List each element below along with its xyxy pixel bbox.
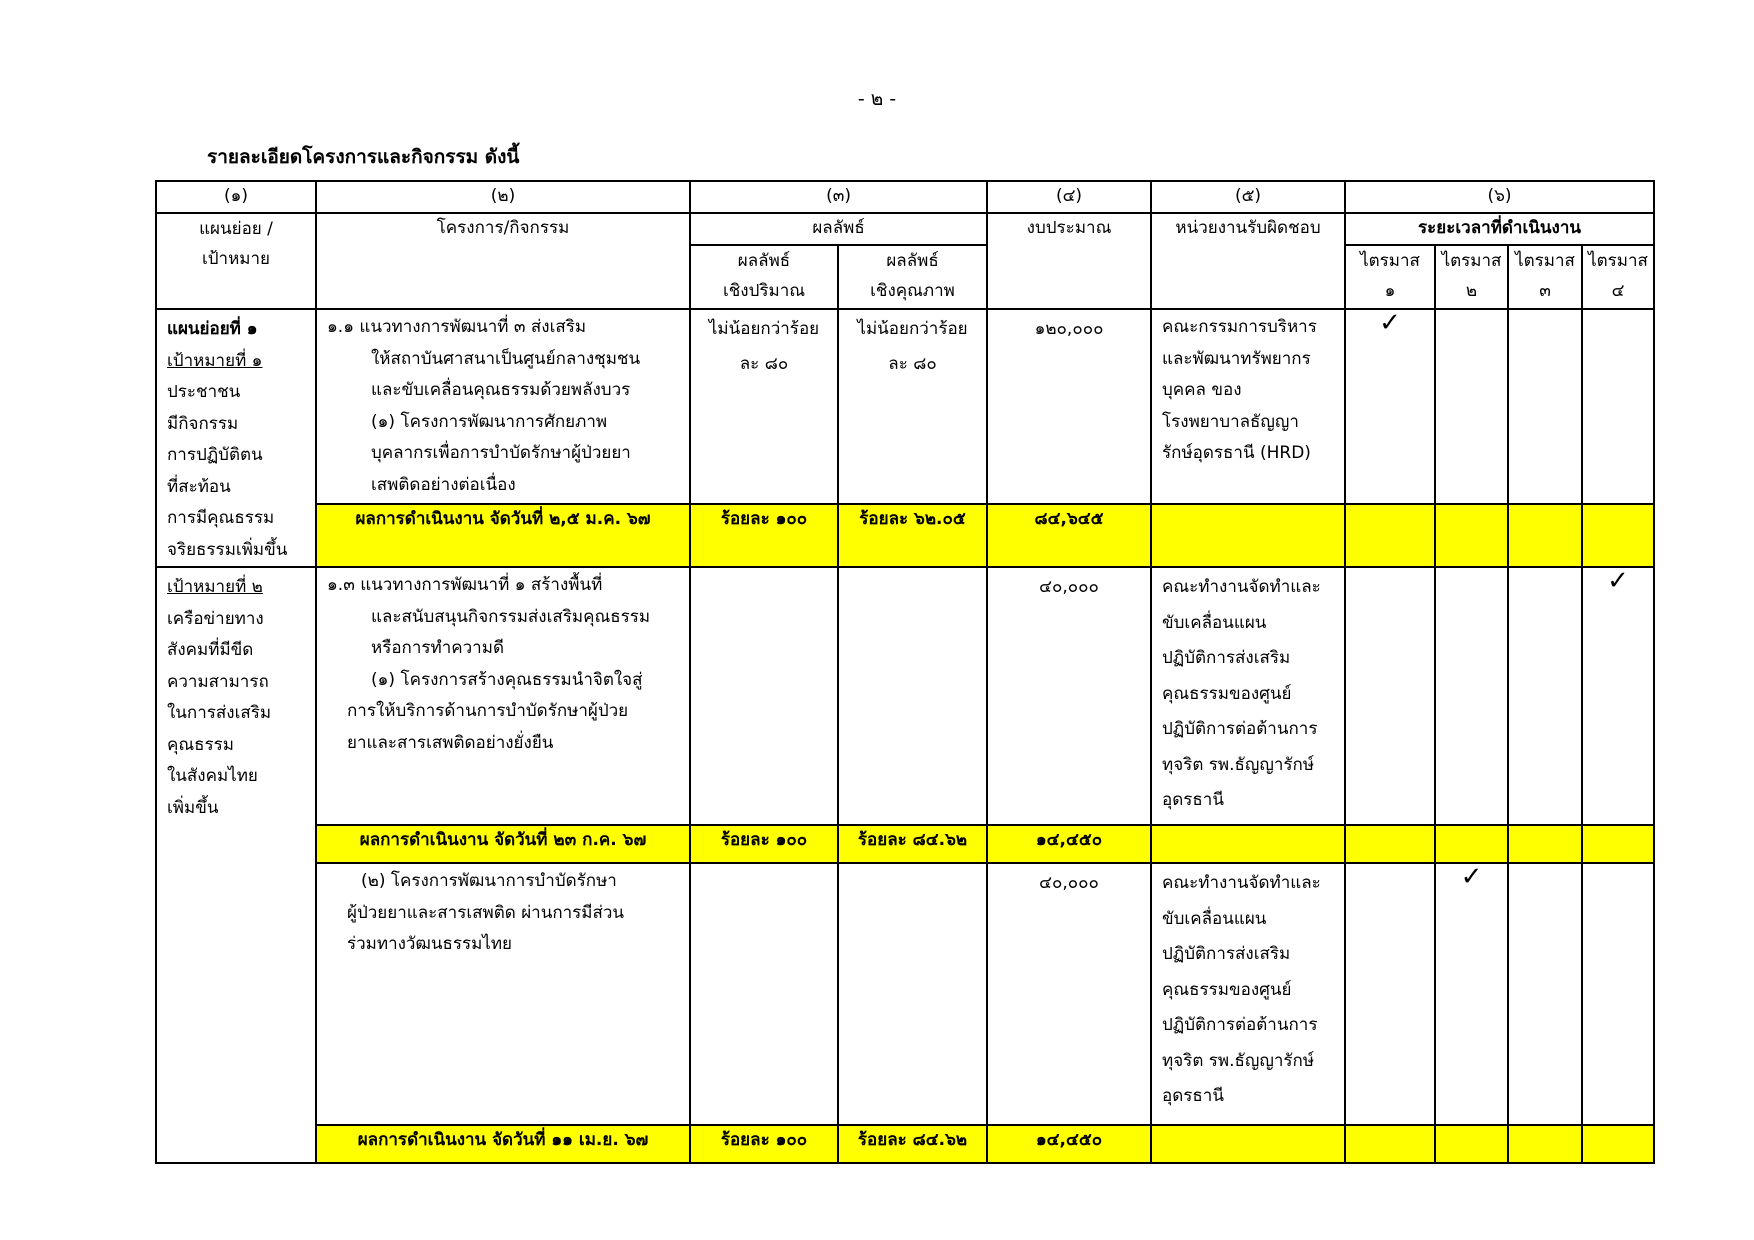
result-3-quality: ร้อยละ ๘๔.๖๒ <box>838 1125 987 1163</box>
result-2-q4 <box>1582 825 1654 863</box>
project-1-q3-cell <box>1508 309 1582 504</box>
project-2-quantity <box>690 567 838 825</box>
table-row <box>156 567 1654 825</box>
project-3-quantity <box>690 863 838 1125</box>
table-row <box>156 863 1654 1125</box>
project-2-budget: ๔๐,๐๐๐ <box>987 567 1151 825</box>
result-3-q4 <box>1582 1125 1654 1163</box>
col-number-6: (๖) <box>1345 181 1654 213</box>
target-2-label: เป้าหมายที่ ๒ <box>167 577 263 597</box>
result-3-q2 <box>1435 1125 1508 1163</box>
result-3-quantity: ร้อยละ ๑๐๐ <box>690 1125 838 1163</box>
page-number: - ๒ - <box>857 88 897 110</box>
result-1-label: ผลการดำเนินงาน จัดวันที่ ๒,๕ ม.ค. ๖๗ <box>316 504 690 567</box>
result-1-quality: ร้อยละ ๖๒.๐๕ <box>838 504 987 567</box>
project-2-q3-cell <box>1508 567 1582 825</box>
col-number-1: (๑) <box>156 181 316 213</box>
result-1-q4 <box>1582 504 1654 567</box>
project-2-q4-cell <box>1582 567 1654 825</box>
result-1-q1 <box>1345 504 1435 567</box>
budget-header: งบประมาณ <box>987 213 1151 309</box>
result-1-q3 <box>1508 504 1582 567</box>
col-number-5: (๕) <box>1151 181 1345 213</box>
result-2-unit <box>1151 825 1345 863</box>
project-3-quality <box>838 863 987 1125</box>
project-3-budget: ๔๐,๐๐๐ <box>987 863 1151 1125</box>
project-2-q2-cell <box>1435 567 1508 825</box>
project-1-activity: ๑.๑ แนวทางการพัฒนาที่ ๓ ส่งเสริม ให้สถาบันศาสนาเป็นศูนย์กลางชุมชน และขับเคลื่อนคุณธรรมด้วยพลังบวร (๑) โครงการพัฒนาการศักยภาพ บุคลากรเพื่อการบำบัดรักษาผู้ป่วยยา เสพติดอย่างต่อเนื่อง <box>316 309 690 504</box>
column-number-row <box>156 181 1654 213</box>
project-3-q4-cell <box>1582 863 1654 1125</box>
result-3-q3 <box>1508 1125 1582 1163</box>
result-3-q1 <box>1345 1125 1435 1163</box>
quarter-2-header: ไตรมาส ๒ <box>1435 245 1508 309</box>
result-row-1 <box>156 504 1654 567</box>
result-2-budget: ๑๔,๔๕๐ <box>987 825 1151 863</box>
outcome-quality-header: ผลลัพธ์ เชิงคุณภาพ <box>838 245 987 309</box>
result-1-budget: ๘๔,๖๔๕ <box>987 504 1151 567</box>
result-1-quantity: ร้อยละ ๑๐๐ <box>690 504 838 567</box>
result-2-q3 <box>1508 825 1582 863</box>
responsible-unit-header: หน่วยงานรับผิดชอบ <box>1151 213 1345 309</box>
subplan-1-title: แผนย่อยที่ ๑ <box>167 319 258 339</box>
result-2-quality: ร้อยละ ๘๔.๖๒ <box>838 825 987 863</box>
project-1-budget: ๑๒๐,๐๐๐ <box>987 309 1151 504</box>
project-2-responsible-unit: คณะทำงานจัดทำและ ขับเคลื่อนแผน ปฏิบัติการส่งเสริม คุณธรรมของศูนย์ ปฏิบัติการต่อต้านการ ทุจริต รพ.ธัญญารักษ์ อุดรธานี <box>1151 567 1345 825</box>
period-header: ระยะเวลาที่ดำเนินงาน <box>1345 213 1654 245</box>
project-3-activity: (๒) โครงการพัฒนาการบำบัดรักษา ผู้ป่วยยาและสารเสพติด ผ่านการมีส่วน ร่วมทางวัฒนธรรมไทย <box>316 863 690 1125</box>
subplan-1-cell: แผนย่อยที่ ๑ เป้าหมายที่ ๑ ประชาชน มีกิจกรรม การปฏิบัติตน ที่สะท้อน การมีคุณธรรม จริยธรรมเพิ่มขึ้น <box>156 309 316 567</box>
result-3-budget: ๑๔,๔๕๐ <box>987 1125 1151 1163</box>
project-1-responsible-unit: คณะกรรมการบริหาร และพัฒนาทรัพยากร บุคคล ของ โรงพยาบาลธัญญา รักษ์อุดรธานี (HRD) <box>1151 309 1345 504</box>
col-number-2: (๒) <box>316 181 690 213</box>
check-icon: ✓ <box>1379 308 1401 338</box>
result-2-q1 <box>1345 825 1435 863</box>
project-1-q2-cell <box>1435 309 1508 504</box>
project-3-q3-cell <box>1508 863 1582 1125</box>
result-1-q2 <box>1435 504 1508 567</box>
project-2-activity: ๑.๓ แนวทางการพัฒนาที่ ๑ สร้างพื้นที่ และสนับสนุนกิจกรรมส่งเสริมคุณธรรม หรือการทำความดี (๑) โครงการสร้างคุณธรรมนำจิตใจสู่ การให้บริการด้านการบำบัดรักษาผู้ป่วย ยาและสารเสพติดอย่างยั่งยืน <box>316 567 690 825</box>
project-3-q1-cell <box>1345 863 1435 1125</box>
table-row <box>156 309 1654 504</box>
project-1-quality: ไม่น้อยกว่าร้อย ละ ๘๐ <box>838 309 987 504</box>
section-heading: รายละเอียดโครงการและกิจกรรม ดังนี้ <box>207 146 520 168</box>
header-row <box>156 213 1654 245</box>
target-1-label: เป้าหมายที่ ๑ <box>167 350 263 371</box>
project-3-q2-cell <box>1435 863 1508 1125</box>
project-1-q1-cell <box>1345 309 1435 504</box>
col-number-4: (๔) <box>987 181 1151 213</box>
quarter-1-header: ไตรมาส ๑ <box>1345 245 1435 309</box>
result-2-q2 <box>1435 825 1508 863</box>
quarter-3-header: ไตรมาส ๓ <box>1508 245 1582 309</box>
outcome-header: ผลลัพธ์ <box>690 213 987 245</box>
subplan-target-header: แผนย่อย / เป้าหมาย <box>156 213 316 309</box>
check-icon: ✓ <box>1607 566 1629 596</box>
result-2-label: ผลการดำเนินงาน จัดวันที่ ๒๓ ก.ค. ๖๗ <box>316 825 690 863</box>
project-2-quality <box>838 567 987 825</box>
result-1-unit <box>1151 504 1345 567</box>
project-table <box>155 180 1655 1164</box>
project-header: โครงการ/กิจกรรม <box>316 213 690 309</box>
result-row-2 <box>156 825 1654 863</box>
col-number-3: (๓) <box>690 181 987 213</box>
project-3-responsible-unit: คณะทำงานจัดทำและ ขับเคลื่อนแผน ปฏิบัติการส่งเสริม คุณธรรมของศูนย์ ปฏิบัติการต่อต้านการ ทุจริต รพ.ธัญญารักษ์ อุดรธานี <box>1151 863 1345 1125</box>
check-icon: ✓ <box>1460 862 1483 892</box>
result-3-unit <box>1151 1125 1345 1163</box>
project-1-quantity: ไม่น้อยกว่าร้อย ละ ๘๐ <box>690 309 838 504</box>
quarter-4-header: ไตรมาส ๔ <box>1582 245 1654 309</box>
project-1-q4-cell <box>1582 309 1654 504</box>
outcome-quantity-header: ผลลัพธ์ เชิงปริมาณ <box>690 245 838 309</box>
subplan-target-2-cell: เป้าหมายที่ ๒ เครือข่ายทาง สังคมที่มีขีด ความสามารถ ในการส่งเสริม คุณธรรม ในสังคมไทย เพิ่มขึ้น <box>156 567 316 1163</box>
result-3-label: ผลการดำเนินงาน จัดวันที่ ๑๑ เม.ย. ๖๗ <box>316 1125 690 1163</box>
result-row-3 <box>156 1125 1654 1163</box>
result-2-quantity: ร้อยละ ๑๐๐ <box>690 825 838 863</box>
project-2-q1-cell <box>1345 567 1435 825</box>
